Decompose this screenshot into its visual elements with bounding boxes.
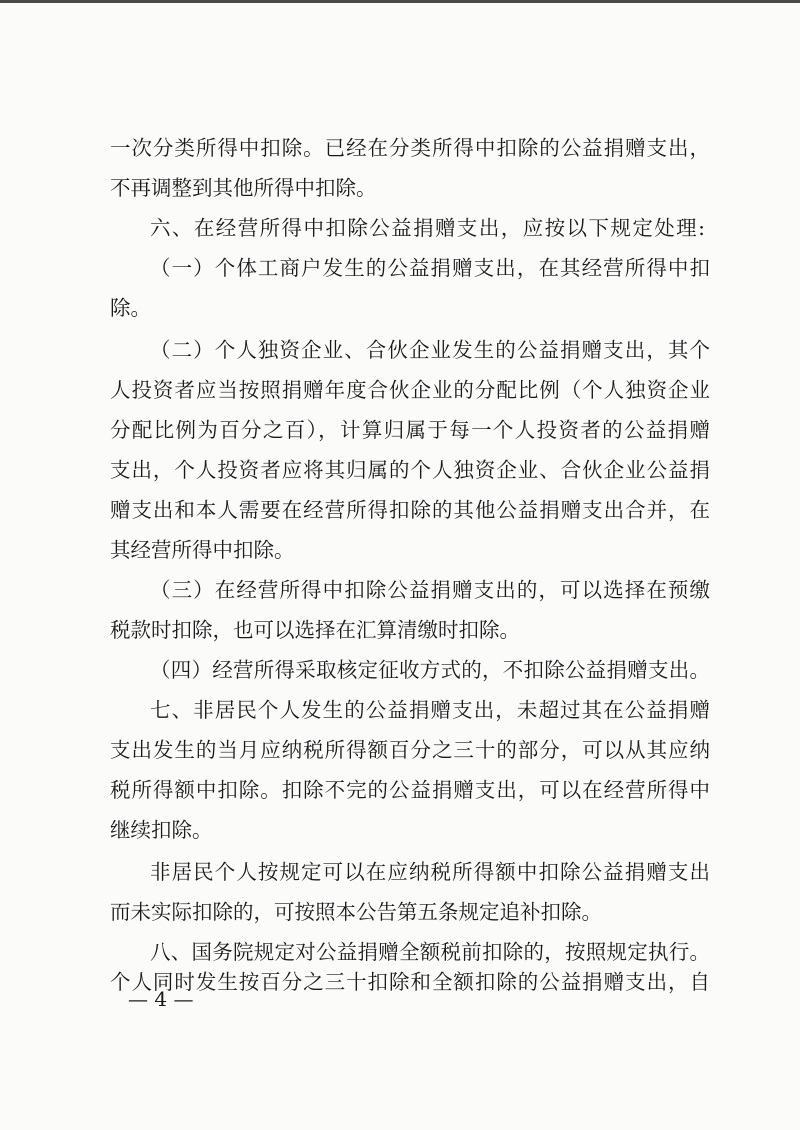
text-line: 税所得额中扣除。扣除不完的公益捐赠支出，可以在经营所得中 xyxy=(110,778,710,802)
page-number: — 4 — xyxy=(128,987,194,1011)
text-line: 不再调整到其他所得中扣除。 xyxy=(110,176,377,200)
paragraph-item-4: （四）经营所得采取核定征收方式的，不扣除公益捐赠支出。 xyxy=(150,658,710,682)
text-line: 继续扣除。 xyxy=(110,818,213,842)
top-border xyxy=(0,0,800,3)
section-heading-6: 六、在经营所得中扣除公益捐赠支出，应按以下规定处理: xyxy=(150,216,705,240)
text-line: 其经营所得中扣除。 xyxy=(110,538,295,562)
section-heading-7: 七、非居民个人发生的公益捐赠支出，未超过其在公益捐赠 xyxy=(150,698,710,722)
text-line: 分配比例为百分之百），计算归属于每一个人投资者的公益捐赠 xyxy=(110,418,710,442)
text-line: 除。 xyxy=(110,296,151,320)
section-heading-8: 八、国务院规定对公益捐赠全额税前扣除的，按照规定执行。 xyxy=(150,940,710,964)
text-line: 支出发生的当月应纳税所得额百分之三十的部分，可以从其应纳 xyxy=(110,738,710,762)
text-line: 一次分类所得中扣除。已经在分类所得中扣除的公益捐赠支出， xyxy=(110,136,710,160)
paragraph-item-2: （二）个人独资企业、合伙企业发生的公益捐赠支出，其个 xyxy=(150,338,710,362)
text-line: 而未实际扣除的，可按照本公告第五条规定追补扣除。 xyxy=(110,900,602,924)
paragraph-item-3: （三）在经营所得中扣除公益捐赠支出的，可以选择在预缴 xyxy=(150,578,710,602)
text-line: 支出，个人投资者应将其归属的个人独资企业、合伙企业公益捐 xyxy=(110,458,710,482)
paragraph-nonresident: 非居民个人按规定可以在应纳税所得额中扣除公益捐赠支出 xyxy=(150,860,710,884)
text-line: 税款时扣除，也可以选择在汇算清缴时扣除。 xyxy=(110,618,520,642)
text-line: 人投资者应当按照捐赠年度合伙企业的分配比例（个人独资企业 xyxy=(110,378,710,402)
text-line: 赠支出和本人需要在经营所得扣除的其他公益捐赠支出合并，在 xyxy=(110,498,710,522)
text-line: 个人同时发生按百分之三十扣除和全额扣除的公益捐赠支出，自 xyxy=(110,970,710,994)
paragraph-item-1: （一）个体工商户发生的公益捐赠支出，在其经营所得中扣 xyxy=(150,256,710,280)
